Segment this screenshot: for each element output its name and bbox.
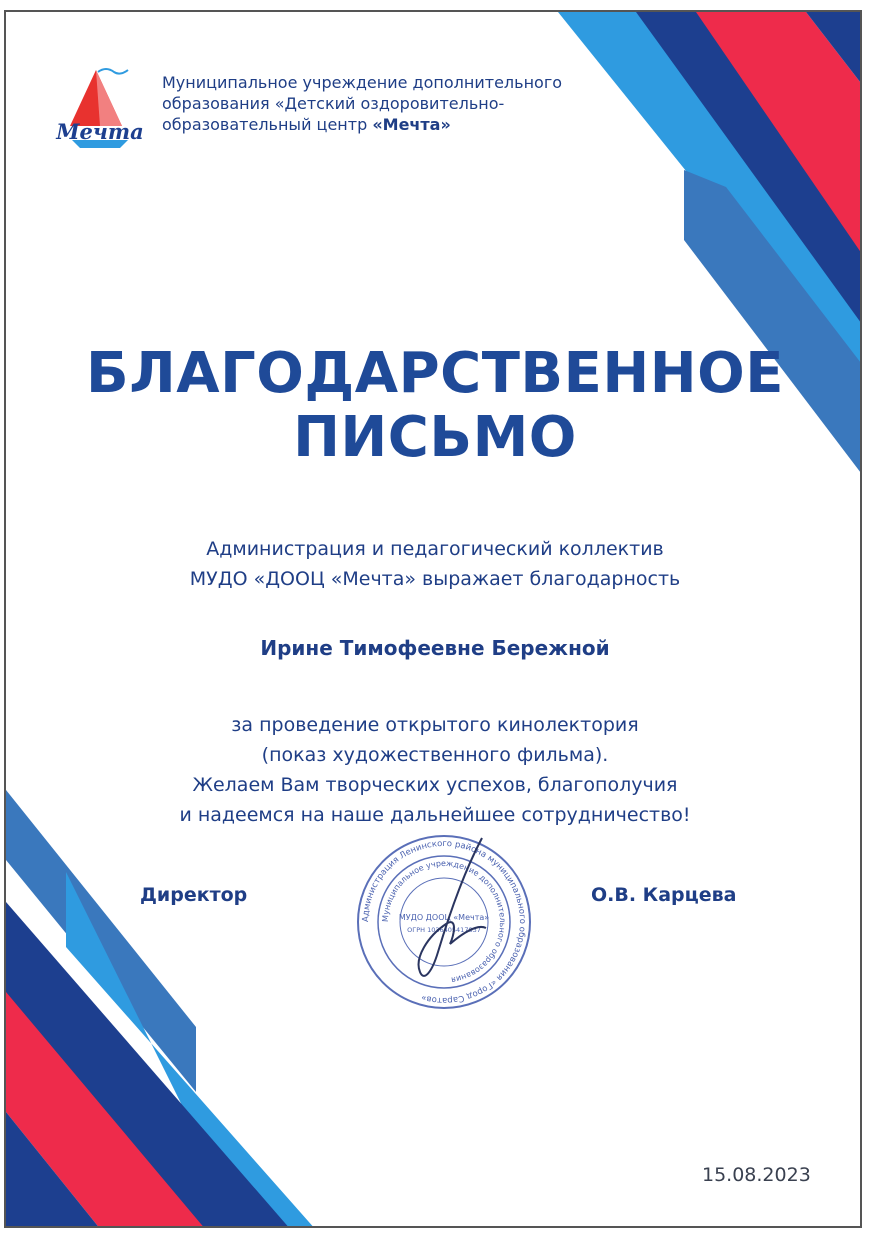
intro-line-2: МУДО «ДООЦ «Мечта» выражает благодарность <box>189 568 681 590</box>
page-title <box>6 342 862 470</box>
letter-page <box>4 10 862 1228</box>
reason-line-2: (показ художественного фильма). <box>261 744 609 766</box>
letter-date: 15.08.2023 <box>702 1164 811 1186</box>
handwritten-signature <box>419 838 486 976</box>
org-line-2: образования «Детский оздоровительно- <box>162 94 505 113</box>
title-line-1: БЛАГОДАРСТВЕННОЕ <box>86 341 784 406</box>
flag-icon <box>98 69 128 74</box>
reason-text <box>6 710 862 830</box>
stamp-outer-text: Администрация Ленинского района муниципального образования «Город Саратов» <box>360 838 528 1006</box>
intro-line-1: Администрация и педагогический коллектив <box>206 538 664 560</box>
reason-line-3: Желаем Вам творческих успехов, благополучия <box>192 774 678 796</box>
recipient-name: Ирине Тимофеевне Бережной <box>260 636 610 660</box>
stamp-inner-text: Муниципальное учреждение дополнительного образования <box>380 858 508 985</box>
org-line-1: Муниципальное учреждение дополнительного <box>162 73 563 92</box>
official-stamp <box>354 832 534 1012</box>
stamp-center-text: МУДО ДООЦ «Мечта» <box>398 913 490 922</box>
reason-line-4: и надеемся на наше дальнейшее сотрудничество! <box>179 804 691 826</box>
org-line-3: образовательный центр «Мечта» <box>162 115 451 134</box>
signature-role: Директор <box>140 884 248 906</box>
stamp-ogrn: ОГРН 1036405417837 <box>407 926 481 934</box>
intro-text <box>6 534 862 594</box>
mechta-logo <box>50 62 150 154</box>
reason-line-1: за проведение открытого кинолектория <box>231 714 639 736</box>
sail-white-icon <box>96 70 122 126</box>
title-line-2: ПИСЬМО <box>293 405 577 470</box>
decorative-stripes <box>6 12 862 1228</box>
logo-wordmark: Мечта <box>56 119 144 144</box>
signature-name: О.В. Карцева <box>591 884 737 906</box>
organization-name <box>162 72 602 135</box>
